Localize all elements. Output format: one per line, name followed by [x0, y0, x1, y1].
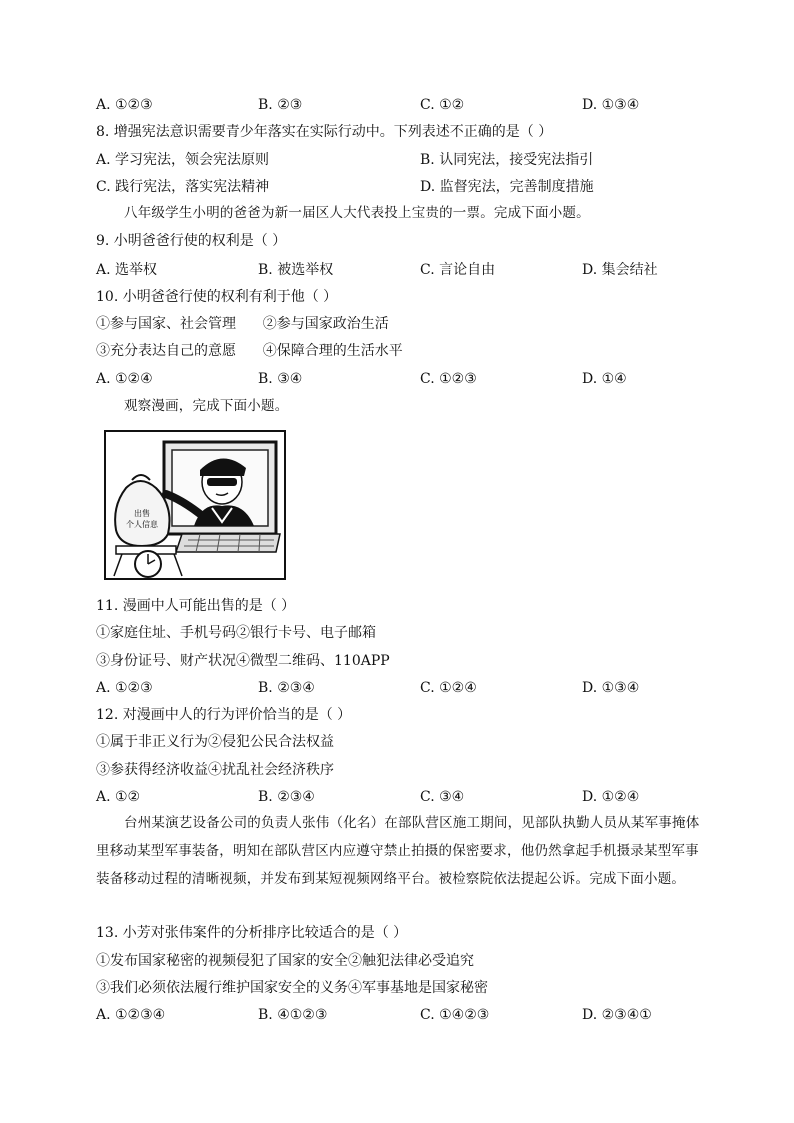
q13-item-line-1: ①发布国家秘密的视频侵犯了国家的安全②触犯法律必受追究 — [96, 953, 474, 969]
q10-item-line-2: ③充分表达自己的意愿 ④保障合理的生活水平 — [96, 343, 403, 359]
bag-label-sell: 出售 — [134, 509, 150, 518]
q11-option-a: A. ①②③ — [96, 680, 153, 696]
q9-option-d: D. 集会结社 — [582, 262, 658, 278]
q10-item-line-1: ①参与国家、社会管理 ②参与国家政治生活 — [96, 316, 389, 332]
passage-3: 台州某演艺设备公司的负责人张伟（化名）在部队营区施工期间，见部队执勤人员从某军事掩体里移动某型军事装备，明知在部队营区内应遵守禁止拍摄的保密要求，他仍然拿起手机摄录某型军事装备移动过程的清晰视频，并发布到某短视频网络平台。被检察院依法提起公诉。完成下面小题。 — [96, 815, 700, 887]
q12-option-b: B. ②③④ — [258, 789, 315, 805]
q13-option-c: C. ①④②③ — [420, 1007, 490, 1023]
q11-stem: 11. 漫画中人可能出售的是（ ） — [96, 598, 296, 614]
q11-option-c: C. ①②④ — [420, 680, 477, 696]
q7-option-a: A. ①②③ — [96, 97, 153, 113]
q12-option-a: A. ①② — [96, 789, 141, 805]
q8-option-b: B. 认同宪法，接受宪法指引 — [420, 152, 594, 168]
q13-stem: 13. 小芳对张伟案件的分析排序比较适合的是（ ） — [96, 925, 408, 941]
q7-option-b: B. ②③ — [258, 97, 303, 113]
q7-option-d: D. ①③④ — [582, 97, 640, 113]
bag-label-personal-info: 个人信息 — [126, 520, 158, 529]
q10-option-d: D. ①④ — [582, 371, 627, 387]
q7-option-c: C. ①② — [420, 97, 465, 113]
q9-option-c: C. 言论自由 — [420, 262, 496, 278]
q10-stem: 10. 小明爸爸行使的权利有利于他（ ） — [96, 289, 338, 305]
q8-stem: 8. 增强宪法意识需要青少年落实在实际行动中。下列表述不正确的是（ ） — [96, 124, 553, 140]
q11-item-line-2: ③身份证号、财产状况④微型二维码、110APP — [96, 653, 390, 669]
q8-option-c: C. 践行宪法，落实宪法精神 — [96, 179, 270, 195]
q12-item-line-2: ③参获得经济收益④扰乱社会经济秩序 — [96, 762, 334, 778]
passage-1: 八年级学生小明的爸爸为新一届区人大代表投上宝贵的一票。完成下面小题。 — [124, 205, 590, 221]
q12-stem: 12. 对漫画中人的行为评价恰当的是（ ） — [96, 707, 352, 723]
cartoon-illustration — [104, 430, 286, 580]
q9-option-b: B. 被选举权 — [258, 262, 334, 278]
q8-option-d: D. 监督宪法，完善制度措施 — [420, 179, 594, 195]
q13-option-a: A. ①②③④ — [96, 1007, 166, 1023]
q10-option-a: A. ①②④ — [96, 371, 153, 387]
q9-option-a: A. 选举权 — [96, 262, 158, 278]
passage-2: 观察漫画，完成下面小题。 — [124, 398, 289, 414]
q9-stem: 9. 小明爸爸行使的权利是（ ） — [96, 233, 287, 249]
q12-option-c: C. ③④ — [420, 789, 465, 805]
q13-option-d: D. ②③④① — [582, 1007, 652, 1023]
q12-item-line-1: ①属于非正义行为②侵犯公民合法权益 — [96, 734, 334, 750]
q11-item-line-1: ①家庭住址、手机号码②银行卡号、电子邮箱 — [96, 625, 376, 641]
q8-option-a: A. 学习宪法，领会宪法原则 — [96, 152, 270, 168]
q12-option-d: D. ①②④ — [582, 789, 640, 805]
q11-option-b: B. ②③④ — [258, 680, 315, 696]
q13-item-line-2: ③我们必须依法履行维护国家安全的义务④军事基地是国家秘密 — [96, 980, 488, 996]
q10-option-b: B. ③④ — [258, 371, 303, 387]
q11-option-d: D. ①③④ — [582, 680, 640, 696]
q10-option-c: C. ①②③ — [420, 371, 477, 387]
q13-option-b: B. ④①②③ — [258, 1007, 328, 1023]
